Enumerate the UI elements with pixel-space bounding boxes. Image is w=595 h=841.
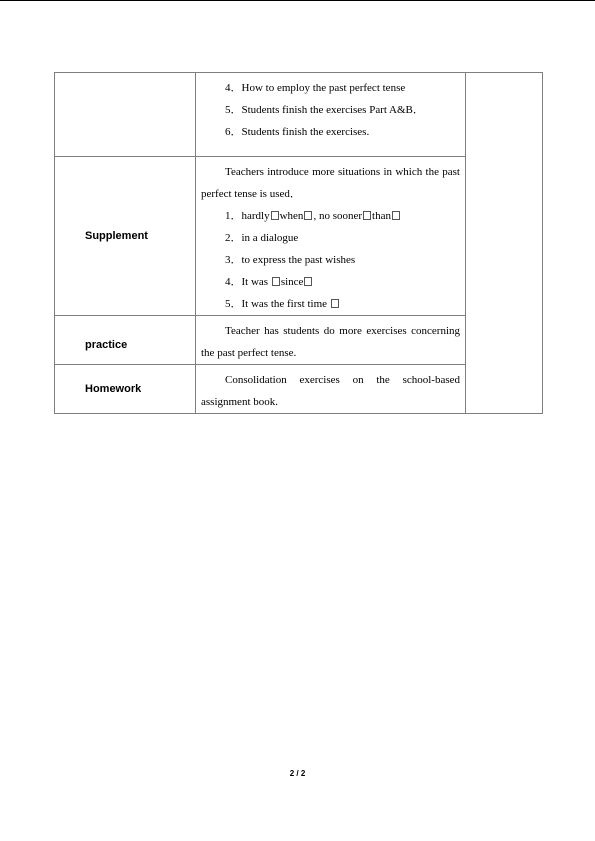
blank-box bbox=[272, 277, 280, 286]
table-row-steps-continued bbox=[55, 73, 543, 157]
blank-box bbox=[304, 211, 312, 220]
list-item: 5．It was the first time bbox=[201, 293, 460, 315]
list-item: 6．Students finish the exercises. bbox=[225, 126, 370, 138]
page-top-rule bbox=[0, 0, 595, 1]
supplement-intro: Teachers introduce more situations in which the past perfect tense is used． bbox=[201, 166, 460, 200]
list-item: 3．to express the past wishes bbox=[225, 254, 356, 266]
blank-box bbox=[363, 211, 371, 220]
supplement-content bbox=[196, 157, 466, 316]
list-item: 4．It was since bbox=[201, 271, 460, 293]
practice-text: Teacher has students do more exercises concerning the past perfect tense. bbox=[201, 325, 460, 359]
row-label-practice: practice bbox=[55, 316, 196, 365]
steps-content bbox=[196, 73, 466, 157]
blank-box bbox=[331, 299, 339, 308]
blank-box bbox=[304, 277, 312, 286]
practice-content bbox=[196, 316, 466, 365]
list-item: 5．Students finish the exercises Part A&B． bbox=[225, 104, 424, 116]
page-number: 2 / 2 bbox=[289, 769, 306, 778]
homework-content bbox=[196, 365, 466, 414]
blank-box bbox=[392, 211, 400, 220]
lesson-plan-table bbox=[54, 72, 543, 414]
row-label-empty bbox=[55, 73, 196, 157]
list-item: 2．in a dialogue bbox=[225, 232, 299, 244]
list-item: 1．hardly when , no sooner than bbox=[201, 205, 460, 227]
row-label-homework: Homework bbox=[55, 365, 196, 414]
blank-box bbox=[271, 211, 279, 220]
homework-text: Consolidation exercises on the school-based assignment book. bbox=[201, 374, 460, 408]
row-label-supplement: Supplement bbox=[55, 157, 196, 316]
list-item: 4．How to employ the past perfect tense bbox=[225, 82, 406, 94]
notes-column bbox=[466, 73, 543, 414]
